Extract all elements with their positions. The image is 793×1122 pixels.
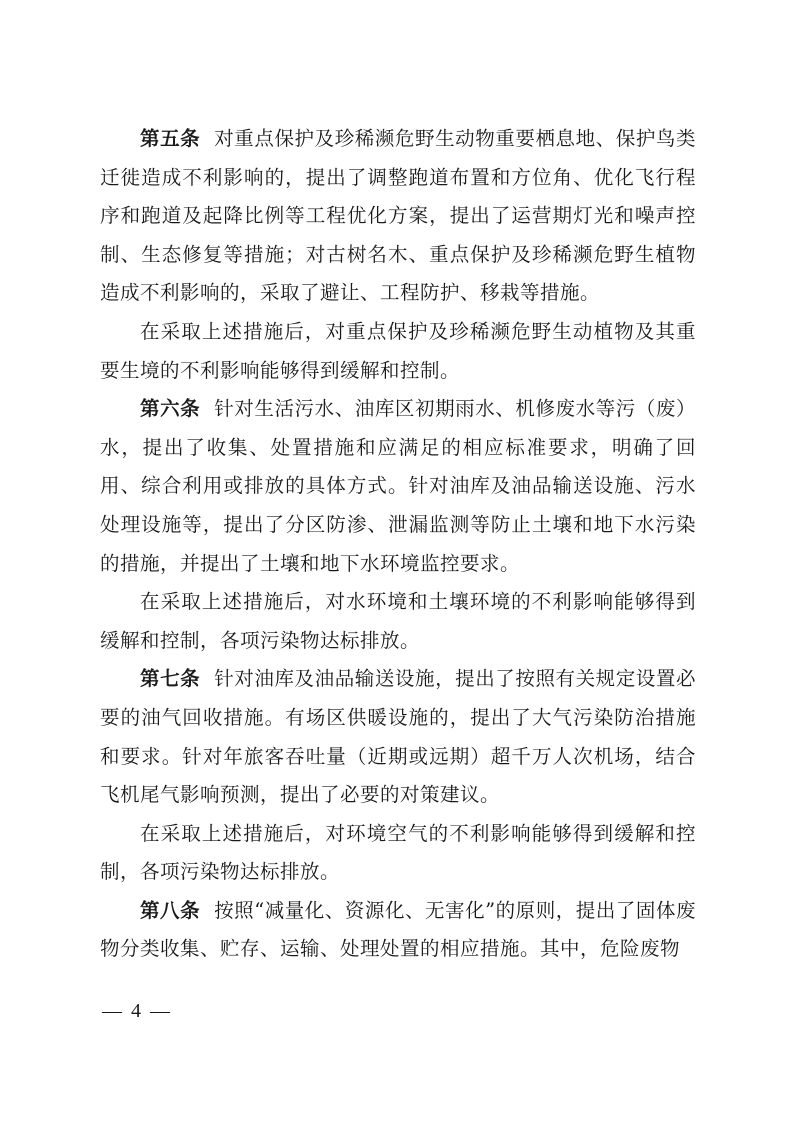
paragraph-text: 在采取上述措施后，对重点保护及珍稀濒危野生动植物及其重要生境的不利影响能够得到缓解和控制。 bbox=[100, 319, 696, 382]
paragraph-text: 针对生活污水、油库区初期雨水、机修废水等污（废）水，提出了收集、处置措施和应满足的相应标准要求，明确了回用、综合利用或排放的具体方式。针对油库及油品输送设施、污水处理设施等，提出了分区防渗、泄漏监测等防止土壤和地下水污染的措施，并提出了土壤和地下水环境监控要求。 bbox=[100, 397, 696, 575]
article-label: 第五条 bbox=[140, 127, 201, 150]
paragraph-article-5-result bbox=[100, 313, 696, 390]
paragraph-article-6-result bbox=[100, 583, 696, 660]
paragraph-text: 在采取上述措施后，对水环境和土壤环境的不利影响能够得到缓解和控制，各项污染物达标排放。 bbox=[100, 590, 696, 652]
article-label: 第七条 bbox=[140, 667, 201, 691]
paragraph-article-6 bbox=[100, 390, 696, 583]
paragraph-article-7 bbox=[100, 660, 696, 814]
paragraph-article-7-result bbox=[100, 815, 696, 892]
paragraph-text: 按照“减量化、资源化、无害化”的原则，提出了固体废物分类收集、贮存、运输、处理处置的相应措施。其中，危险废物 bbox=[100, 898, 696, 961]
paragraph-text: 对重点保护及珍稀濒危野生动物重要栖息地、保护鸟类迁徙造成不利影响的，提出了调整跑道布置和方位角、优化飞行程序和跑道及起降比例等工程优化方案，提出了运营期灯光和噪声控制、生态修复等措施；对古树名木、重点保护及珍稀濒危野生植物造成不利影响的，采取了避让、工程防护、移栽等措施。 bbox=[100, 127, 696, 305]
page-number: — 4 — bbox=[102, 1000, 172, 1022]
article-label: 第六条 bbox=[140, 397, 201, 421]
paragraph-text: 针对油库及油品输送设施，提出了按照有关规定设置必要的油气回收措施。有场区供暖设施的，提出了大气污染防治措施和要求。针对年旅客吞吐量（近期或远期）超千万人次机场，结合飞机尾气影响预测，提出了必要的对策建议。 bbox=[100, 667, 696, 807]
article-label: 第八条 bbox=[140, 898, 201, 922]
paragraph-article-5 bbox=[100, 120, 696, 313]
paragraph-article-8 bbox=[100, 892, 696, 969]
document-body bbox=[100, 120, 696, 969]
paragraph-text: 在采取上述措施后，对环境空气的不利影响能够得到缓解和控制，各项污染物达标排放。 bbox=[100, 821, 696, 884]
